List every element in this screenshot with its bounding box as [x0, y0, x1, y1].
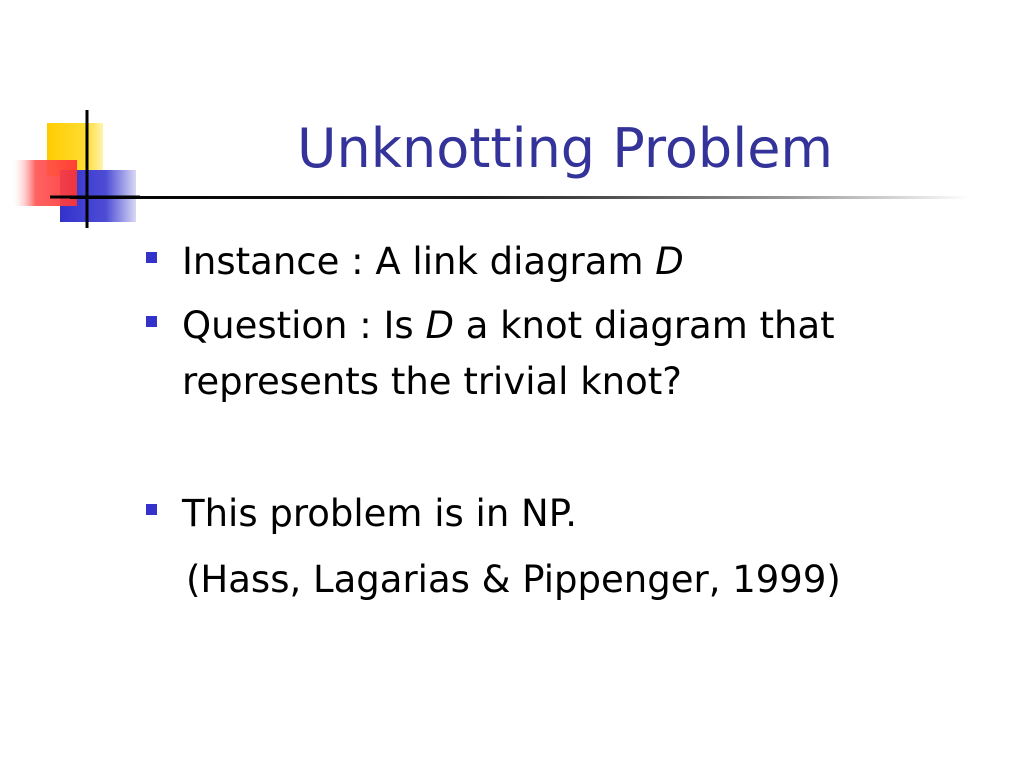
bullet-text-prefix: This problem is in NP. [182, 492, 578, 535]
citation: (Hass, Lagarias & Pippenger, 1999) [186, 558, 841, 601]
bullet-square-icon [146, 316, 157, 327]
slide-title: Unknotting Problem [296, 117, 834, 180]
bullet-text-prefix: Question : Is [182, 304, 426, 347]
bullet-text-italic: D [425, 304, 454, 347]
bullet-text [182, 486, 972, 542]
bullet-text [182, 234, 972, 290]
bullet-text [182, 298, 972, 410]
bullet-text-prefix: Instance : A link diagram [182, 240, 656, 283]
bullet-text-italic: D [655, 240, 684, 283]
bullet-text-suffix: a knot diagram that represents the trivial knot? [182, 304, 835, 403]
bullet-square-icon [146, 504, 157, 515]
bullet-square-icon [146, 252, 157, 263]
